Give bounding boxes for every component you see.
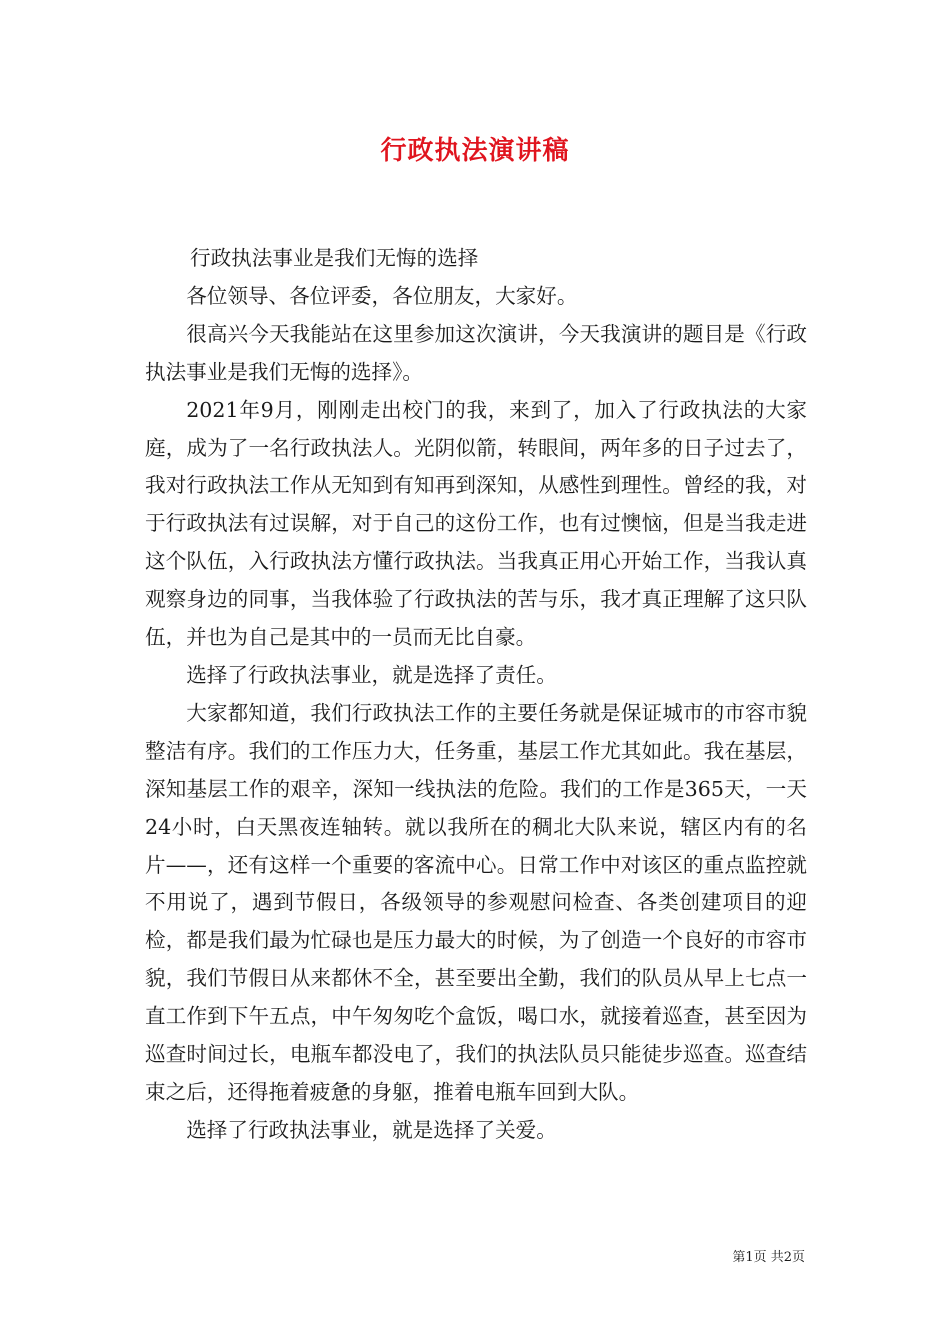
paragraph-experience: 2021年9月，刚刚走出校门的我，来到了，加入了行政执法的大家庭，成为了一名行政执法人。光阴似箭，转眼间，两年多的日子过去了，我对行政执法工作从无知到有知再到深知，从感性到理性。曾经的我，对于行政执法有过误解，对于自己的这份工作，也有过懊恼，但是当我走进这个队伍，入行政执法方懂行政执法。当我真正用心开始工作，当我认真观察身边的同事，当我体验了行政执法的苦与乐，我才真正理解了这只队伍，并也为自己是其中的一员而无比自豪。 [145,397,807,650]
paragraph-responsibility-heading: 选择了行政执法事业，就是选择了责任。 [186,662,557,687]
paragraph-work-description: 大家都知道，我们行政执法工作的主要任务就是保证城市的市容市貌整洁有序。我们的工作压力大，任务重，基层工作尤其如此。我在基层，深知基层工作的艰辛，深知一线执法的危险。我们的工作是365天，一天24小时，白天黑夜连轴转。就以我所在的稠北大队来说，辖区内有的名片——，还有这样一个重要的客流中心。日常工作中对该区的重点监控就不用说了，遇到节假日，各级领导的参观慰问检查、各类创建项目的迎检，都是我们最为忙碌也是压力最大的时候，为了创造一个良好的市容市貌，我们节假日从来都休不全，甚至要出全勤，我们的队员从早上七点一直工作到下午五点，中午匆匆吃个盒饭，喝口水，就接着巡查，甚至因为巡查时间过长，电瓶车都没电了，我们的执法队员只能徒步巡查。巡查结束之后，还得拖着疲惫的身躯，推着电瓶车回到大队。 [145,700,807,1104]
document-title: 行政执法演讲稿 [380,136,570,166]
paragraph-greeting: 各位领导、各位评委，各位朋友，大家好。 [186,283,578,308]
document-body [145,240,807,1150]
paragraph-subtitle: 行政执法事业是我们无悔的选择 [190,246,479,270]
page-number: 第1页 共2页 [732,1250,805,1265]
paragraph-care-heading: 选择了行政执法事业，就是选择了关爱。 [186,1117,557,1142]
paragraph-intro: 很高兴今天我能站在这里参加这次演讲，今天我演讲的题目是《行政执法事业是我们无悔的选择》。 [145,321,807,384]
